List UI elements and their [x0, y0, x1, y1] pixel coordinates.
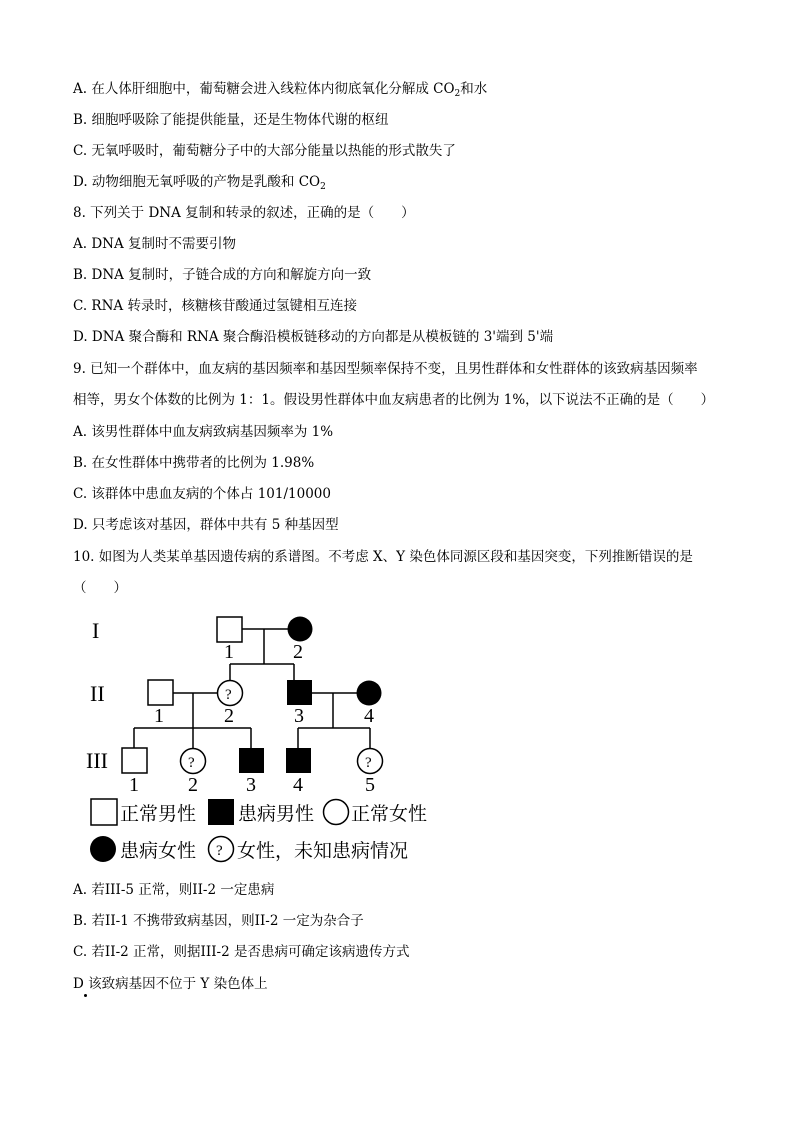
III-1-normal-male	[122, 748, 147, 773]
q10-option-d: D 该致病基因不位于 Y 染色体上	[73, 976, 268, 992]
unknown-mark: ?	[188, 755, 195, 771]
q7-option-a: A. 在人体肝细胞中，葡萄糖会进入线粒体内彻底氧化分解成 $CO_2$和水	[73, 81, 488, 99]
pedigree-chart	[82, 608, 462, 872]
stray-dot	[84, 994, 87, 997]
q8-option-a: A. DNA 复制时不需要引物	[73, 236, 237, 252]
legend-unknown-female-label: 女性，未知患病情况	[237, 841, 409, 862]
generation-label: III	[86, 748, 108, 773]
generation-label: II	[90, 681, 105, 706]
III-4-affected-male	[286, 748, 311, 773]
I-2-affected-female	[288, 617, 313, 642]
individual-number: 3	[246, 774, 256, 796]
q7-option-d: D. 动物细胞无氧呼吸的产物是乳酸和 $CO_2$	[73, 174, 326, 192]
individual-number: 2	[224, 705, 234, 727]
legend-normal-female-symbol	[324, 800, 349, 825]
q8-option-b: B. DNA 复制时，子链合成的方向和解旋方向一致	[73, 267, 372, 283]
q9-stem-line1: 9. 已知一个群体中，血友病的基因频率和基因型频率保持不变，且男性群体和女性群体的该致病基因频率	[73, 361, 698, 377]
q8-option-c: C. RNA 转录时，核糖核苷酸通过氢键相互连接	[73, 298, 357, 314]
generation-label: I	[92, 618, 100, 643]
individual-number: 1	[224, 641, 234, 663]
legend-normal-male-symbol	[91, 799, 117, 825]
II-3-affected-male	[287, 680, 312, 705]
unknown-mark: ?	[216, 843, 223, 859]
q7-option-b: B. 细胞呼吸除了能提供能量，还是生物体代谢的枢纽	[73, 112, 389, 128]
II-4-affected-female	[357, 681, 382, 706]
individual-number: 5	[365, 774, 375, 796]
II-1-normal-male	[148, 680, 173, 705]
individual-number: 4	[293, 774, 303, 796]
q9-stem-line2: 相等，男女个体数的比例为 1：1。假设男性群体中血友病患者的比例为 1%，以下说法不正确的是（ ）	[73, 392, 715, 408]
individual-number: 2	[293, 641, 303, 663]
q9-option-c: C. 该群体中患血友病的个体占 101/10000	[73, 486, 331, 502]
individual-number: 4	[364, 705, 374, 727]
individual-number: 1	[129, 774, 139, 796]
q10-option-b: B. 若II-1 不携带致病基因，则II-2 一定为杂合子	[73, 913, 364, 929]
pedigree-svg	[82, 608, 462, 868]
unknown-mark: ?	[225, 687, 232, 703]
individual-number: 3	[294, 705, 304, 727]
legend-affected-male-label: 患病男性	[238, 804, 315, 825]
q7-option-c: C. 无氧呼吸时，葡萄糖分子中的大部分能量以热能的形式散失了	[73, 143, 456, 159]
legend-affected-male-symbol	[208, 799, 234, 825]
q9-option-d: D. 只考虑该对基因，群体中共有 5 种基因型	[73, 517, 339, 533]
legend-affected-female-label: 患病女性	[120, 841, 197, 862]
legend-normal-female-label: 正常女性	[351, 804, 428, 825]
q9-option-b: B. 在女性群体中携带者的比例为 1.98%	[73, 455, 315, 471]
q8-option-d: D. DNA 聚合酶和 RNA 聚合酶沿模板链移动的方向都是从模板链的 3'端到 5'端	[73, 329, 554, 345]
individual-number: 2	[188, 774, 198, 796]
q9-option-a: A. 该男性群体中血友病致病基因频率为 1%	[73, 424, 334, 440]
unknown-mark: ?	[365, 755, 372, 771]
I-1-normal-male	[217, 617, 242, 642]
III-3-affected-male	[239, 748, 264, 773]
q8-stem: 8. 下列关于 DNA 复制和转录的叙述，正确的是（ ）	[73, 205, 415, 221]
legend-normal-male-label: 正常男性	[120, 804, 197, 825]
q10-option-a: A. 若III-5 正常，则II-2 一定患病	[73, 882, 275, 898]
q10-option-c: C. 若II-2 正常，则据III-2 是否患病可确定该病遗传方式	[73, 944, 410, 960]
legend-affected-female-symbol	[90, 836, 116, 862]
individual-number: 1	[154, 705, 164, 727]
q10-stem-line2: （ ）	[73, 580, 127, 596]
q10-stem-line1: 10. 如图为人类某单基因遗传病的系谱图。不考虑 X、Y 染色体同源区段和基因突变，下列推断错误的是	[73, 549, 693, 565]
